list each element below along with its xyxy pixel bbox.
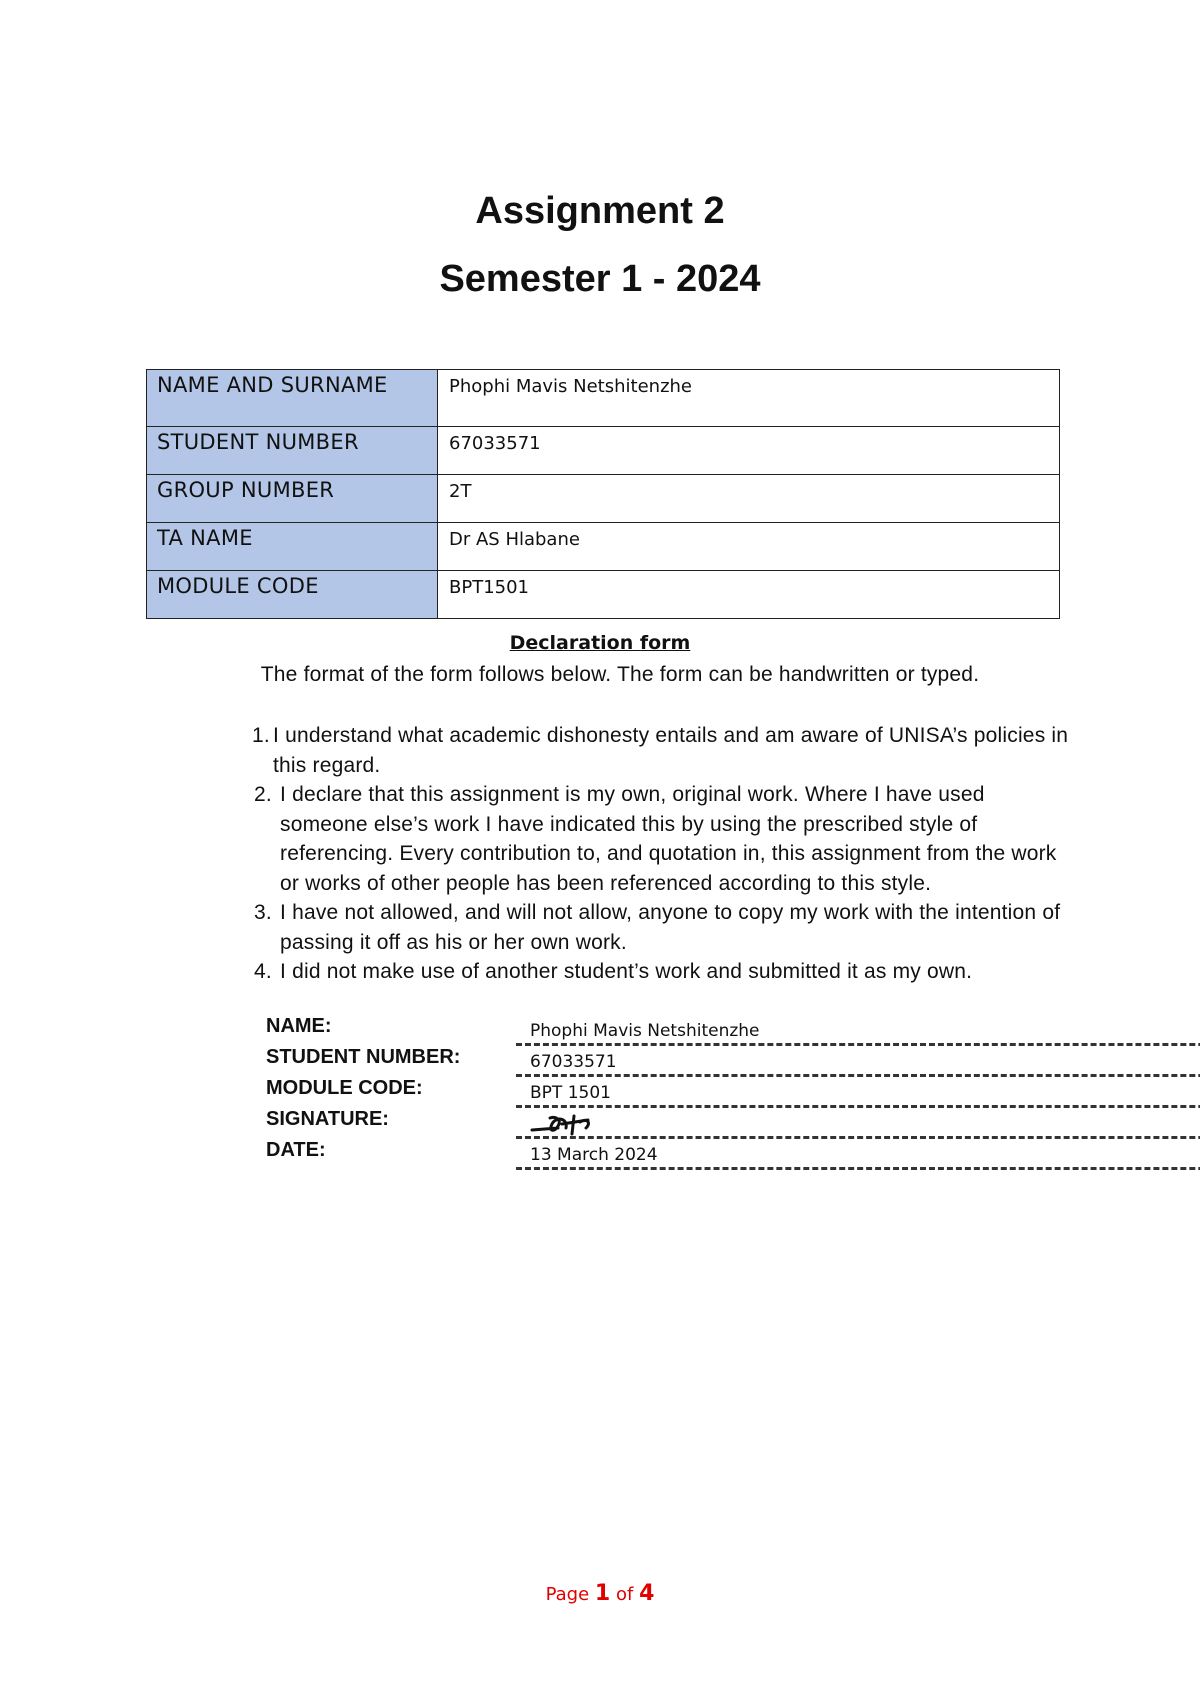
row-value-group-number: 2T xyxy=(438,475,1060,523)
page-word: Page xyxy=(545,1584,590,1605)
table-row xyxy=(147,571,1060,619)
declaration-list xyxy=(250,721,1070,987)
signature-label: SIGNATURE: xyxy=(266,1108,389,1130)
list-item-number: 2. xyxy=(254,783,272,806)
row-value-module-code: BPT1501 xyxy=(438,571,1060,619)
list-item-text: I did not make use of another student’s work and submitted it as my own. xyxy=(280,960,973,983)
row-label-student-number: STUDENT NUMBER xyxy=(147,427,438,475)
list-item-number: 4. xyxy=(254,960,272,983)
table-row xyxy=(147,427,1060,475)
page-total: 4 xyxy=(639,1581,655,1606)
page-footer xyxy=(0,1581,1200,1606)
student-number-value: 67033571 xyxy=(530,1052,617,1072)
list-item-text: I have not allowed, and will not allow, anyone to copy my work with the intention of passing it off as his or her own work. xyxy=(280,901,1061,954)
list-item xyxy=(250,780,1070,898)
name-value: Phophi Mavis Netshitenzhe xyxy=(530,1021,760,1041)
list-item-number: 3. xyxy=(254,901,272,924)
module-code-value: BPT 1501 xyxy=(530,1083,611,1103)
document-title: Assignment 2 xyxy=(475,190,725,232)
table-row xyxy=(147,370,1060,427)
list-item-text: I declare that this assignment is my own, original work. Where I have used someone else’s work I have indicated this by using the prescribed style of referencing. Every contribution to, and quotation in, this assignment from the work or works of other people has been referenced according to this style. xyxy=(280,783,1057,895)
row-label-module-code: MODULE CODE xyxy=(147,571,438,619)
signature-row-date xyxy=(266,1139,1066,1170)
module-code-label: MODULE CODE: xyxy=(266,1077,423,1099)
document-subtitle: Semester 1 - 2024 xyxy=(439,258,761,300)
row-value-student-number: 67033571 xyxy=(438,427,1060,475)
student-info-table xyxy=(146,369,1060,619)
signature-row-signature xyxy=(266,1108,1066,1139)
signature-block xyxy=(266,1015,1066,1170)
declaration-intro: The format of the form follows below. The form can be handwritten or typed. xyxy=(260,663,980,686)
row-label-ta-name: TA NAME xyxy=(147,523,438,571)
list-item xyxy=(250,957,1070,987)
signature-row-student-number xyxy=(266,1046,1066,1077)
name-label: NAME: xyxy=(266,1015,332,1037)
page-current: 1 xyxy=(594,1581,611,1606)
table-row xyxy=(147,475,1060,523)
list-item xyxy=(250,721,1070,780)
date-label: DATE: xyxy=(266,1139,326,1161)
row-label-name: NAME AND SURNAME xyxy=(147,370,438,427)
date-value: 13 March 2024 xyxy=(530,1145,658,1165)
table-row xyxy=(147,523,1060,571)
of-word: of xyxy=(615,1584,634,1605)
list-item-number: 1. xyxy=(252,724,270,747)
signature-row-module-code xyxy=(266,1077,1066,1108)
signature-row-name xyxy=(266,1015,1066,1046)
row-value-ta-name: Dr AS Hlabane xyxy=(438,523,1060,571)
fill-line xyxy=(516,1167,1200,1170)
row-value-name: Phophi Mavis Netshitenzhe xyxy=(438,370,1060,427)
row-label-group-number: GROUP NUMBER xyxy=(147,475,438,523)
declaration-title: Declaration form xyxy=(509,632,691,654)
list-item-text: I understand what academic dishonesty entails and am aware of UNISA’s policies in this regard. xyxy=(273,724,1069,777)
list-item xyxy=(250,898,1070,957)
student-number-label: STUDENT NUMBER: xyxy=(266,1046,461,1068)
